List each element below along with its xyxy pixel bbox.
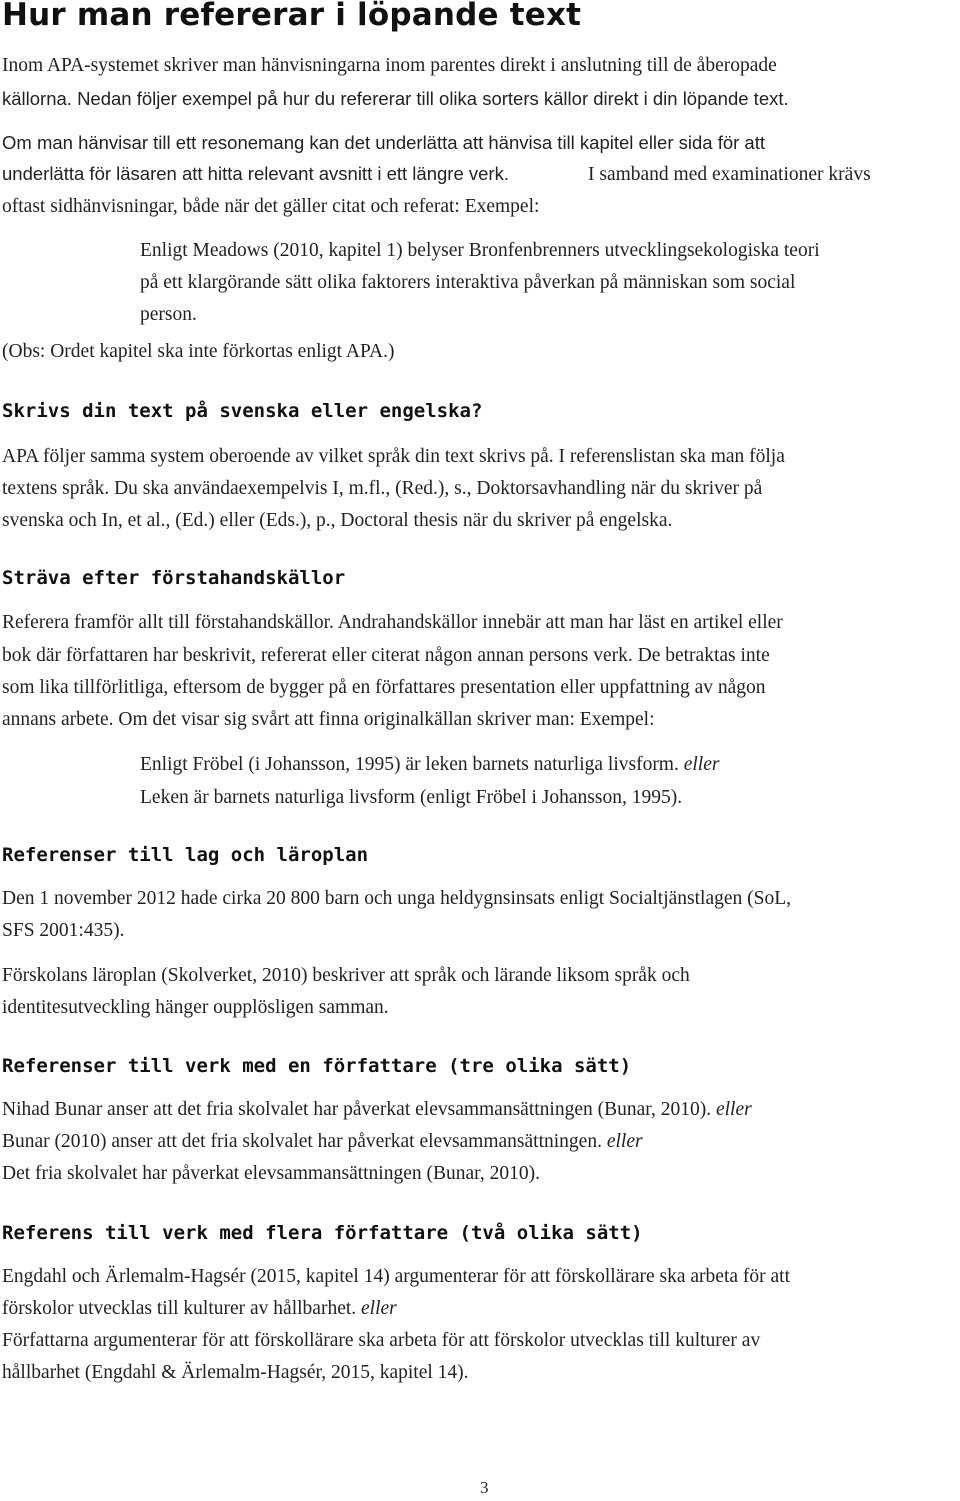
section-heading-law: Referenser till lag och läroplan [2, 844, 369, 866]
law-line-4: identitesutveckling hänger oupplösligen samman. [2, 997, 389, 1018]
section-heading-multiple-authors: Referens till verk med flera författare (två olika sätt) [2, 1222, 643, 1244]
language-line-2: textens språk. Du ska användaexempelvis I, m.fl., (Red.), s., Doktorsavhandling när du skriver på [2, 478, 763, 499]
section-heading-primary-sources: Sträva efter förstahandskällor [2, 567, 346, 589]
primary-example-1 [140, 754, 719, 776]
law-line-2: SFS 2001:435). [2, 920, 125, 941]
intro-line-3: Om man hänvisar till ett resonemang kan det underlätta att hänvisa till kapitel eller sida för att [2, 132, 765, 153]
quote-line-2: på ett klargörande sätt olika faktorers interaktiva påverkan på människan som social [140, 272, 796, 293]
intro-line-4b: I samband med examinationer krävs [588, 164, 871, 185]
intro-line-2: källorna. Nedan följer exempel på hur du refererar till olika sorters källor direkt i din löpande text. [2, 88, 789, 109]
language-line-1: APA följer samma system oberoende av vilket språk din text skrivs på. I referenslistan ska man följa [2, 446, 785, 467]
primary-line-1: Referera framför allt till förstahandskällor. Andrahandskällor innebär att man har läst en artikel eller [2, 612, 783, 633]
quote-line-3: person. [140, 304, 197, 325]
intro-line-1: Inom APA-systemet skriver man hänvisningarna inom parentes direkt i anslutning till de åberopade [2, 55, 777, 76]
one-author-line-2 [2, 1131, 643, 1153]
intro-line-4a: underlätta för läsaren att hitta relevant avsnitt i ett längre verk. [2, 163, 509, 184]
section-heading-one-author: Referenser till verk med en författare (tre olika sätt) [2, 1055, 632, 1077]
primary-example-1-or: eller [683, 754, 720, 775]
language-line-3: svenska och In, et al., (Ed.) eller (Eds.), p., Doctoral thesis när du skriver på engelska. [2, 510, 673, 531]
one-author-line-1-or: eller [715, 1099, 752, 1120]
one-author-line-3: Det fria skolvalet har påverkat elevsammansättningen (Bunar, 2010). [2, 1163, 540, 1184]
one-author-line-1-text: Nihad Bunar anser att det fria skolvalet har påverkat elevsammansättningen (Bunar, 2010). [2, 1099, 712, 1120]
quote-line-1: Enligt Meadows (2010, kapitel 1) belyser Bronfenbrenners utvecklingsekologiska teori [140, 240, 820, 261]
obs-note: (Obs: Ordet kapitel ska inte förkortas enligt APA.) [2, 341, 395, 362]
multi-author-line-1: Engdahl och Ärlemalm-Hagsér (2015, kapitel 14) argumenterar för att förskollärare ska arbeta för att [2, 1266, 790, 1287]
multi-author-line-2 [2, 1298, 397, 1320]
one-author-line-1 [2, 1099, 752, 1121]
law-line-3: Förskolans läroplan (Skolverket, 2010) beskriver att språk och lärande liksom språk och [2, 965, 690, 986]
primary-line-4: annans arbete. Om det visar sig svårt att finna originalkällan skriver man: Exempel: [2, 709, 655, 730]
multi-author-line-2-text: förskolor utvecklas till kulturer av hållbarhet. [2, 1298, 357, 1319]
multi-author-line-4: hållbarhet (Engdahl & Ärlemalm-Hagsér, 2015, kapitel 14). [2, 1362, 469, 1383]
intro-line-5: oftast sidhänvisningar, både när det gäller citat och referat: Exempel: [2, 196, 540, 217]
primary-example-1-text: Enligt Fröbel (i Johansson, 1995) är leken barnets naturliga livsform. [140, 754, 679, 775]
primary-example-2: Leken är barnets naturliga livsform (enligt Fröbel i Johansson, 1995). [140, 787, 683, 808]
primary-line-3: som lika tillförlitliga, eftersom de bygger på en författares presentation eller uppfattning av någon [2, 677, 766, 698]
page-title: Hur man refererar i löpande text [2, 0, 582, 33]
multi-author-line-3: Författarna argumenterar för att förskollärare ska arbeta för att förskolor utvecklas till kulturer av [2, 1330, 761, 1351]
page-number: 3 [480, 1478, 489, 1497]
section-heading-language: Skrivs din text på svenska eller engelska? [2, 400, 483, 422]
one-author-line-2-text: Bunar (2010) anser att det fria skolvalet har påverkat elevsammansättningen. [2, 1131, 602, 1152]
multi-author-line-2-or: eller [361, 1298, 397, 1319]
law-line-1: Den 1 november 2012 hade cirka 20 800 barn och unga heldygnsinsats enligt Socialtjänstlagen (SoL, [2, 888, 792, 909]
primary-line-2: bok där författaren har beskrivit, refererat eller citerat någon annan persons verk. De betraktas inte [2, 645, 770, 666]
one-author-line-2-or: eller [606, 1131, 643, 1152]
